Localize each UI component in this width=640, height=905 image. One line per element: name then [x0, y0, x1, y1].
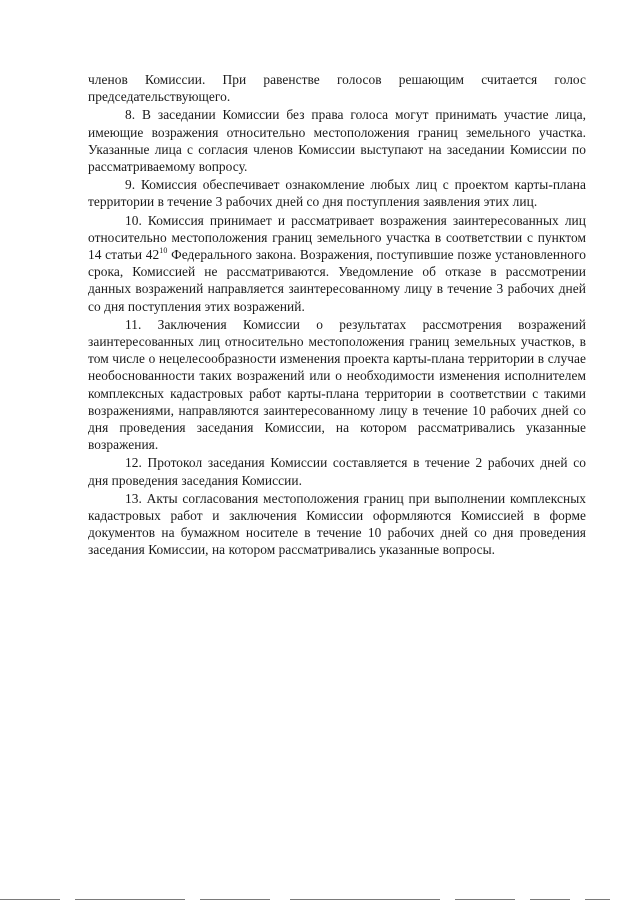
paragraph-10-text-before: 10. Комиссия принимает и рассматривает возражения заинтересованных лиц относительно местоположения границ земельного участка в соответствии с пунктом 14 статьи 42: [88, 212, 586, 263]
document-body: [88, 71, 586, 559]
scan-edge-artifact: [0, 895, 640, 905]
paragraph-10: [88, 212, 586, 315]
paragraph-9: 9. Комиссия обеспечивает ознакомление любых лиц с проектом карты-плана территории в течение 3 рабочих дней со дня поступления заявления этих лиц.: [88, 177, 586, 210]
paragraph-continuation: членов Комиссии. При равенстве голосов решающим считается голос председательствующего.: [88, 72, 586, 105]
paragraph-10-text-after: Федерального закона. Возражения, поступившие позже установленного срока, Комиссией не рассматриваются. Уведомление об отказе в рассмотрении данных возражений направляется заинтересованному лицу в течение 3 рабочих дней со дня поступления этих возражений.: [88, 247, 586, 314]
paragraph-11: 11. Заключения Комиссии о результатах рассмотрения возражений заинтересованных лиц относительно местоположения границ земельных участков, в том числе о нецелесообразности изменения проекта карты-плана территории в случае необоснованности таких возражений или о необходимости изменения исполнителем комплексных кадастровых работ карты-плана территории в соответствии с такими возражениями, направляются заинтересованному лицу в течение 10 рабочих дней со дня проведения заседания Комиссии, на котором рассматривались указанные возражения.: [88, 316, 586, 453]
paragraph-12: 12. Протокол заседания Комиссии составляется в течение 2 рабочих дней со дня проведения заседания Комиссии.: [88, 455, 586, 488]
paragraph-13: 13. Акты согласования местоположения границ при выполнении комплексных кадастровых работ и заключения Комиссии оформляются Комиссией в форме документов на бумажном носителе в течение 10 рабочих дней со дня проведения заседания Комиссии, на котором рассматривались указанные вопросы.: [88, 490, 586, 558]
paragraph-8: 8. В заседании Комиссии без права голоса могут принимать участие лица, имеющие возражения относительно местоположения границ земельного участка. Указанные лица с согласия членов Комиссии выступают на заседании Комиссии по рассматриваемому вопросу.: [88, 107, 586, 175]
article-superscript: 10: [159, 246, 168, 256]
